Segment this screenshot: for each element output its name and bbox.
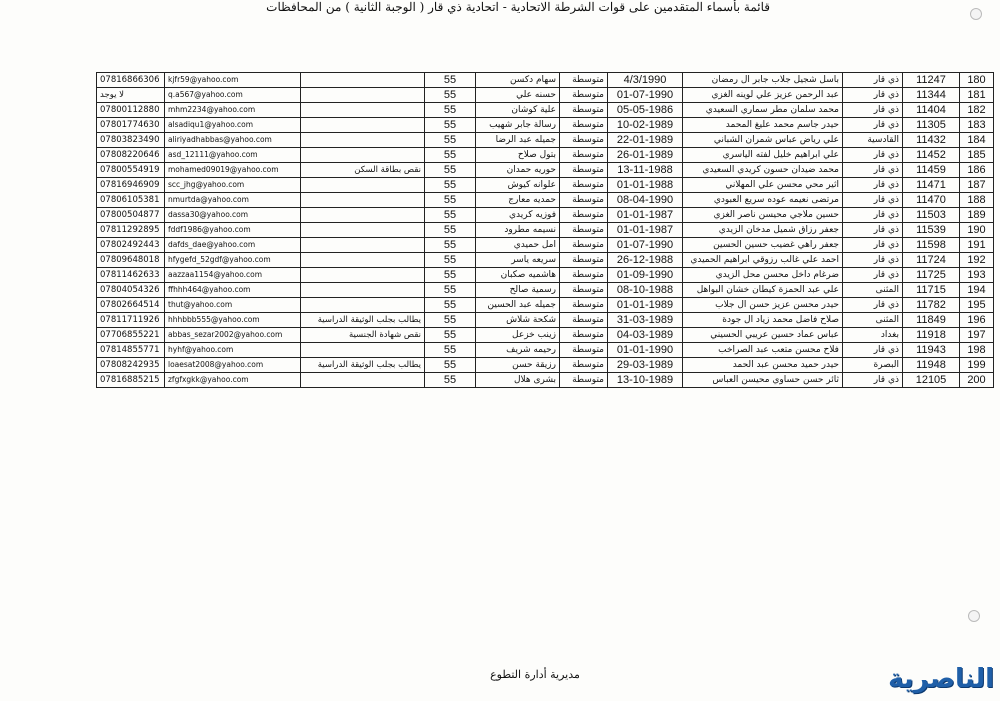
cell-applicant-id: 11305 <box>903 118 960 133</box>
table-row <box>97 178 994 193</box>
cell-phone: 07816946909 <box>97 178 165 193</box>
cell-mother-name: سهام دكسن <box>476 73 560 88</box>
cell-score: 55 <box>425 268 476 283</box>
cell-birth-date: 01-01-1987 <box>608 208 683 223</box>
table-row <box>97 313 994 328</box>
table-row <box>97 253 994 268</box>
cell-sequence: 191 <box>960 238 994 253</box>
cell-birth-date: 01-01-1987 <box>608 223 683 238</box>
cell-education: متوسطة <box>560 118 608 133</box>
cell-mother-name: رحيمه شريف <box>476 343 560 358</box>
cell-mother-name: بشرى هلال <box>476 373 560 388</box>
cell-sequence: 184 <box>960 133 994 148</box>
cell-education: متوسطة <box>560 163 608 178</box>
cell-governorate: ذي قار <box>843 103 903 118</box>
cell-score: 55 <box>425 163 476 178</box>
cell-governorate: ذي قار <box>843 238 903 253</box>
table-row <box>97 103 994 118</box>
cell-mother-name: فوزيه كريدي <box>476 208 560 223</box>
cell-education: متوسطة <box>560 73 608 88</box>
cell-note <box>301 193 425 208</box>
table-row <box>97 193 994 208</box>
cell-note <box>301 373 425 388</box>
cell-applicant-id: 11782 <box>903 298 960 313</box>
cell-score: 55 <box>425 313 476 328</box>
cell-education: متوسطة <box>560 133 608 148</box>
cell-applicant-id: 11404 <box>903 103 960 118</box>
cell-birth-date: 05-05-1986 <box>608 103 683 118</box>
cell-email: aazzaa1154@yahoo.com <box>165 268 301 283</box>
cell-note <box>301 118 425 133</box>
cell-score: 55 <box>425 208 476 223</box>
cell-email: hhhbbb555@yahoo.com <box>165 313 301 328</box>
cell-education: متوسطة <box>560 208 608 223</box>
cell-education: متوسطة <box>560 283 608 298</box>
cell-mother-name: حمديه معارج <box>476 193 560 208</box>
cell-education: متوسطة <box>560 373 608 388</box>
cell-applicant-id: 11724 <box>903 253 960 268</box>
cell-note <box>301 283 425 298</box>
cell-applicant-id: 11598 <box>903 238 960 253</box>
table-row <box>97 358 994 373</box>
cell-phone: 07706855221 <box>97 328 165 343</box>
cell-phone: 07800112880 <box>97 103 165 118</box>
cell-birth-date: 22-01-1989 <box>608 133 683 148</box>
cell-sequence: 185 <box>960 148 994 163</box>
cell-full-name: عبد الرحمن عزيز علي لوينه الغزي <box>683 88 843 103</box>
cell-applicant-id: 11459 <box>903 163 960 178</box>
cell-score: 55 <box>425 133 476 148</box>
cell-email: hyhf@yahoo.com <box>165 343 301 358</box>
cell-mother-name: زينب خزعل <box>476 328 560 343</box>
cell-score: 55 <box>425 328 476 343</box>
cell-sequence: 189 <box>960 208 994 223</box>
cell-phone: 07806105381 <box>97 193 165 208</box>
cell-mother-name: بتول صلاح <box>476 148 560 163</box>
cell-applicant-id: 11849 <box>903 313 960 328</box>
table-row <box>97 223 994 238</box>
cell-governorate: ذي قار <box>843 88 903 103</box>
cell-mother-name: حوريه حمدان <box>476 163 560 178</box>
cell-education: متوسطة <box>560 193 608 208</box>
cell-mother-name: نسيمه مطرود <box>476 223 560 238</box>
cell-sequence: 200 <box>960 373 994 388</box>
cell-birth-date: 01-01-1988 <box>608 178 683 193</box>
table-row <box>97 283 994 298</box>
punch-hole-mark <box>968 610 980 622</box>
cell-applicant-id: 11725 <box>903 268 960 283</box>
cell-sequence: 193 <box>960 268 994 283</box>
cell-email: alsadiqu1@yahoo.com <box>165 118 301 133</box>
cell-phone: لا يوجد <box>97 88 165 103</box>
cell-birth-date: 13-10-1989 <box>608 373 683 388</box>
cell-mother-name: علوانه كيوش <box>476 178 560 193</box>
table-row <box>97 298 994 313</box>
cell-mother-name: حسنه علي <box>476 88 560 103</box>
cell-email: fddf1986@yahoo.com <box>165 223 301 238</box>
cell-applicant-id: 11715 <box>903 283 960 298</box>
cell-score: 55 <box>425 118 476 133</box>
cell-birth-date: 04-03-1989 <box>608 328 683 343</box>
table-row <box>97 73 994 88</box>
table-row <box>97 163 994 178</box>
cell-phone: 07811711926 <box>97 313 165 328</box>
cell-education: متوسطة <box>560 343 608 358</box>
cell-education: متوسطة <box>560 178 608 193</box>
cell-birth-date: 10-02-1989 <box>608 118 683 133</box>
cell-score: 55 <box>425 193 476 208</box>
cell-governorate: المثنى <box>843 283 903 298</box>
cell-phone: 07808242935 <box>97 358 165 373</box>
cell-full-name: علي رياض عباس شمران الشباني <box>683 133 843 148</box>
table-row <box>97 343 994 358</box>
cell-full-name: مرتضى نعيمه عوده سريع العبودي <box>683 193 843 208</box>
cell-mother-name: هاشميه صكبان <box>476 268 560 283</box>
cell-applicant-id: 11539 <box>903 223 960 238</box>
cell-sequence: 194 <box>960 283 994 298</box>
cell-governorate: ذي قار <box>843 268 903 283</box>
cell-mother-name: امل حميدي <box>476 238 560 253</box>
cell-governorate: بغداد <box>843 328 903 343</box>
cell-mother-name: علية كوشان <box>476 103 560 118</box>
cell-birth-date: 08-04-1990 <box>608 193 683 208</box>
cell-score: 55 <box>425 103 476 118</box>
cell-birth-date: 13-11-1988 <box>608 163 683 178</box>
cell-mother-name: رسمية صالح <box>476 283 560 298</box>
table-row <box>97 208 994 223</box>
cell-full-name: علي ابراهيم خليل لفته الياسري <box>683 148 843 163</box>
cell-full-name: حيدر محسن عزيز حسن ال جلاب <box>683 298 843 313</box>
cell-governorate: ذي قار <box>843 193 903 208</box>
cell-governorate: المثنى <box>843 313 903 328</box>
cell-email: asd_12111@yahoo.com <box>165 148 301 163</box>
cell-education: متوسطة <box>560 238 608 253</box>
cell-full-name: حسين ملاجي محيسن ناصر الغزي <box>683 208 843 223</box>
cell-sequence: 195 <box>960 298 994 313</box>
cell-score: 55 <box>425 343 476 358</box>
cell-phone: 07808220646 <box>97 148 165 163</box>
cell-sequence: 199 <box>960 358 994 373</box>
cell-full-name: علي عبد الحمزة كيطان خشان البواهل <box>683 283 843 298</box>
cell-note <box>301 238 425 253</box>
cell-sequence: 180 <box>960 73 994 88</box>
table-row <box>97 373 994 388</box>
cell-full-name: حيدر جاسم محمد عليغ المحمد <box>683 118 843 133</box>
cell-governorate: ذي قار <box>843 253 903 268</box>
cell-mother-name: جميله عبد الحسين <box>476 298 560 313</box>
cell-full-name: ثائر حسن حساوي محيسن العباس <box>683 373 843 388</box>
cell-education: متوسطة <box>560 253 608 268</box>
cell-score: 55 <box>425 223 476 238</box>
cell-email: mohamed09019@yahoo.com <box>165 163 301 178</box>
cell-full-name: اثير محي محسن علي المهلاني <box>683 178 843 193</box>
cell-full-name: حيدر حميد محسن عبد الحمد <box>683 358 843 373</box>
cell-sequence: 181 <box>960 88 994 103</box>
cell-governorate: ذي قار <box>843 343 903 358</box>
cell-score: 55 <box>425 373 476 388</box>
logo-wordmark: الناصرية <box>888 664 994 694</box>
cell-applicant-id: 12105 <box>903 373 960 388</box>
cell-full-name: عباس عماد حسين عريبي الحسيني <box>683 328 843 343</box>
cell-mother-name: سريعه ياسر <box>476 253 560 268</box>
cell-full-name: باسل شجيل جلاب جابر ال رمضان <box>683 73 843 88</box>
cell-education: متوسطة <box>560 328 608 343</box>
cell-applicant-id: 11470 <box>903 193 960 208</box>
cell-note <box>301 148 425 163</box>
cell-sequence: 192 <box>960 253 994 268</box>
cell-phone: 07816866306 <box>97 73 165 88</box>
punch-hole-mark <box>970 8 982 20</box>
cell-email: dafds_dae@yahoo.com <box>165 238 301 253</box>
table-row <box>97 133 994 148</box>
cell-email: scc_jhg@yahoo.com <box>165 178 301 193</box>
cell-birth-date: 29-03-1989 <box>608 358 683 373</box>
cell-sequence: 188 <box>960 193 994 208</box>
cell-full-name: جعفر رزاق شميل مدخان الزيدي <box>683 223 843 238</box>
cell-email: nmurtda@yahoo.com <box>165 193 301 208</box>
cell-full-name: احمد علي غالب رزوقي ابراهيم الحميدي <box>683 253 843 268</box>
cell-education: متوسطة <box>560 298 608 313</box>
cell-applicant-id: 11471 <box>903 178 960 193</box>
cell-mother-name: رزيقة حسن <box>476 358 560 373</box>
cell-note: يطالب بجلب الوثيقة الدراسية <box>301 358 425 373</box>
cell-email: dassa30@yahoo.com <box>165 208 301 223</box>
cell-note <box>301 223 425 238</box>
cell-governorate: ذي قار <box>843 298 903 313</box>
cell-email: abbas_sezar2002@yahoo.com <box>165 328 301 343</box>
cell-sequence: 197 <box>960 328 994 343</box>
cell-phone: 07811462633 <box>97 268 165 283</box>
cell-sequence: 198 <box>960 343 994 358</box>
cell-email: loaesat2008@yahoo.com <box>165 358 301 373</box>
cell-sequence: 186 <box>960 163 994 178</box>
cell-email: hfygefd_52gdf@yahoo.com <box>165 253 301 268</box>
cell-applicant-id: 11452 <box>903 148 960 163</box>
cell-sequence: 190 <box>960 223 994 238</box>
cell-governorate: ذي قار <box>843 223 903 238</box>
cell-mother-name: شكحة شلاش <box>476 313 560 328</box>
cell-note <box>301 133 425 148</box>
cell-full-name: محمد سلمان مطر سماري السعيدي <box>683 103 843 118</box>
cell-note <box>301 253 425 268</box>
cell-governorate: ذي قار <box>843 73 903 88</box>
cell-email: thut@yahoo.com <box>165 298 301 313</box>
cell-birth-date: 26-12-1988 <box>608 253 683 268</box>
cell-mother-name: جميله عبد الرضا <box>476 133 560 148</box>
table-row <box>97 238 994 253</box>
cell-note: نقص شهادة الجنسية <box>301 328 425 343</box>
cell-phone: 07802492443 <box>97 238 165 253</box>
cell-phone: 07804054326 <box>97 283 165 298</box>
cell-governorate: ذي قار <box>843 148 903 163</box>
cell-email: aliriyadhabbas@yahoo.com <box>165 133 301 148</box>
cell-full-name: ضرغام داخل محسن محل الزيدي <box>683 268 843 283</box>
cell-applicant-id: 11247 <box>903 73 960 88</box>
table-row <box>97 148 994 163</box>
cell-full-name: محمد ضيدان حسون كريدي السعيدي <box>683 163 843 178</box>
cell-score: 55 <box>425 283 476 298</box>
cell-mother-name: رسالة جابر شهيب <box>476 118 560 133</box>
cell-phone: 07803823490 <box>97 133 165 148</box>
table-row <box>97 88 994 103</box>
cell-applicant-id: 11918 <box>903 328 960 343</box>
cell-score: 55 <box>425 238 476 253</box>
cell-birth-date: 01-07-1990 <box>608 88 683 103</box>
cell-email: zfgfxgkk@yahoo.com <box>165 373 301 388</box>
cell-note <box>301 343 425 358</box>
cell-governorate: البصرة <box>843 358 903 373</box>
cell-applicant-id: 11432 <box>903 133 960 148</box>
cell-phone: 07801774630 <box>97 118 165 133</box>
cell-phone: 07809648018 <box>97 253 165 268</box>
cell-education: متوسطة <box>560 268 608 283</box>
cell-education: متوسطة <box>560 223 608 238</box>
cell-phone: 07811292895 <box>97 223 165 238</box>
applicants-table <box>96 72 994 388</box>
cell-note: نقص بطاقة السكن <box>301 163 425 178</box>
cell-email: ffhhh464@yahoo.com <box>165 283 301 298</box>
cell-applicant-id: 11948 <box>903 358 960 373</box>
cell-governorate: ذي قار <box>843 373 903 388</box>
cell-score: 55 <box>425 253 476 268</box>
cell-email: kjfr59@yahoo.com <box>165 73 301 88</box>
cell-full-name: فلاح محسن متعب عبد الصراخب <box>683 343 843 358</box>
department-footer: مديرية أدارة التطوع <box>490 668 580 681</box>
cell-score: 55 <box>425 73 476 88</box>
cell-governorate: ذي قار <box>843 163 903 178</box>
cell-phone: 07802664514 <box>97 298 165 313</box>
cell-education: متوسطة <box>560 148 608 163</box>
cell-note <box>301 178 425 193</box>
cell-education: متوسطة <box>560 103 608 118</box>
cell-score: 55 <box>425 178 476 193</box>
cell-birth-date: 01-09-1990 <box>608 268 683 283</box>
cell-note <box>301 73 425 88</box>
cell-full-name: جعفر راهي غضيب حسين الحسين <box>683 238 843 253</box>
cell-note <box>301 88 425 103</box>
table-row <box>97 268 994 283</box>
cell-education: متوسطة <box>560 313 608 328</box>
cell-note <box>301 298 425 313</box>
cell-note <box>301 268 425 283</box>
cell-birth-date: 26-01-1989 <box>608 148 683 163</box>
cell-applicant-id: 11503 <box>903 208 960 223</box>
cell-email: mhm2234@yahoo.com <box>165 103 301 118</box>
table-row <box>97 118 994 133</box>
cell-applicant-id: 11943 <box>903 343 960 358</box>
cell-sequence: 187 <box>960 178 994 193</box>
cell-birth-date: 31-03-1989 <box>608 313 683 328</box>
cell-note: يطالب بجلب الوثيقة الدراسية <box>301 313 425 328</box>
cell-sequence: 183 <box>960 118 994 133</box>
table-row <box>97 328 994 343</box>
cell-score: 55 <box>425 358 476 373</box>
cell-education: متوسطة <box>560 88 608 103</box>
cell-phone: 07800554919 <box>97 163 165 178</box>
cell-score: 55 <box>425 148 476 163</box>
cell-applicant-id: 11344 <box>903 88 960 103</box>
cell-sequence: 196 <box>960 313 994 328</box>
cell-score: 55 <box>425 88 476 103</box>
cell-governorate: ذي قار <box>843 118 903 133</box>
document-title: قائمة بأسماء المتقدمين على قوات الشرطة الاتحادية - اتحادية ذي قار ( الوجبة الثانية ) من المحافظات <box>266 0 770 14</box>
cell-score: 55 <box>425 298 476 313</box>
nasiriyah-logo <box>868 662 994 698</box>
cell-birth-date: 4/3/1990 <box>608 73 683 88</box>
cell-governorate: القادسية <box>843 133 903 148</box>
applicants-table-body <box>97 73 994 388</box>
cell-note <box>301 103 425 118</box>
cell-birth-date: 01-01-1989 <box>608 298 683 313</box>
cell-governorate: ذي قار <box>843 178 903 193</box>
cell-phone: 07816885215 <box>97 373 165 388</box>
cell-email: q.a567@yahoo.com <box>165 88 301 103</box>
cell-full-name: صلاح فاضل محمد زياد ال جودة <box>683 313 843 328</box>
cell-phone: 07800504877 <box>97 208 165 223</box>
cell-birth-date: 08-10-1988 <box>608 283 683 298</box>
cell-birth-date: 01-01-1990 <box>608 343 683 358</box>
cell-governorate: ذي قار <box>843 208 903 223</box>
cell-sequence: 182 <box>960 103 994 118</box>
cell-birth-date: 01-07-1990 <box>608 238 683 253</box>
cell-phone: 07814855771 <box>97 343 165 358</box>
cell-education: متوسطة <box>560 358 608 373</box>
cell-note <box>301 208 425 223</box>
